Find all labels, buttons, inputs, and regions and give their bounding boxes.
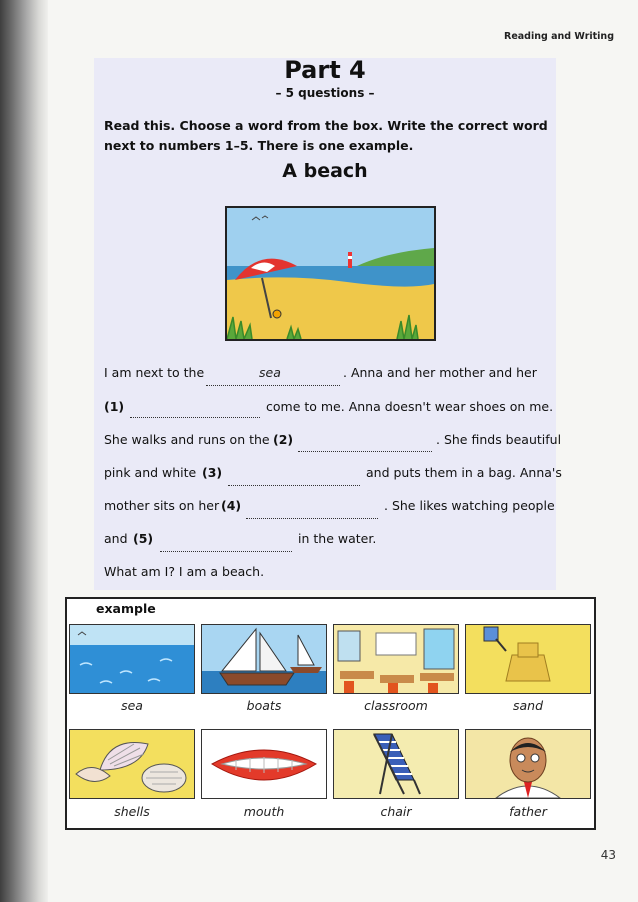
word-chair: chair [380,804,412,819]
text-line-4a: pink and white [104,465,197,480]
part-subtitle: – 5 questions – [275,86,375,100]
sand-picture [465,624,591,694]
sea-picture [69,624,195,694]
answer-blank-3[interactable] [228,484,360,486]
part-title: Part 4 [284,56,366,84]
question-number-1: (1) [104,399,125,414]
question-number-2: (2) [273,432,294,447]
question-number-5: (5) [133,531,154,546]
story-title: A beach [282,160,368,182]
text-line-5a: mother sits on her [104,498,220,513]
answer-blank-2[interactable] [298,450,432,452]
question-number-3: (3) [202,465,223,480]
text-line-7: What am I? I am a beach. [104,564,265,579]
example-answer: sea [259,365,281,380]
text-line-6b: in the water. [298,531,377,546]
page-number: 43 [600,848,616,862]
text-line-3b: . She finds beautiful [436,432,562,447]
word-boats: boats [246,698,282,713]
word-mouth: mouth [243,804,285,819]
instructions: Read this. Choose a word from the box. Write the correct word next to numbers 1–5. There is one example. [104,118,548,153]
word-father: father [509,804,547,819]
text-line-1b: . Anna and her mother and her [343,365,537,380]
example-label: example [96,601,156,616]
text-line-4b: and puts them in a bag. Anna's [366,465,562,480]
text-line-1: I am next to the [104,365,205,380]
boats-picture [201,624,327,694]
text-line-5b: . She likes watching people [384,498,555,513]
father-picture [465,729,591,799]
answer-blank-1[interactable] [130,416,260,418]
beach-illustration [225,206,436,341]
answer-blank-4[interactable] [246,517,378,519]
word-sand: sand [512,698,544,713]
mouth-picture [201,729,327,799]
word-sea: sea [121,698,143,713]
word-shells: shells [114,804,150,819]
text-line-3a: She walks and runs on the [104,432,270,447]
shells-picture [69,729,195,799]
answer-blank-5[interactable] [160,550,292,552]
section-header: Reading and Writing [504,31,614,42]
text-line-6a: and [104,531,128,546]
word-classroom: classroom [364,698,428,713]
book-spine-shadow [0,0,48,902]
question-number-4: (4) [221,498,242,513]
text-line-2: come to me. Anna doesn't wear shoes on me. [266,399,554,414]
example-blank [206,384,340,386]
classroom-picture [333,624,459,694]
chair-picture [333,729,459,799]
